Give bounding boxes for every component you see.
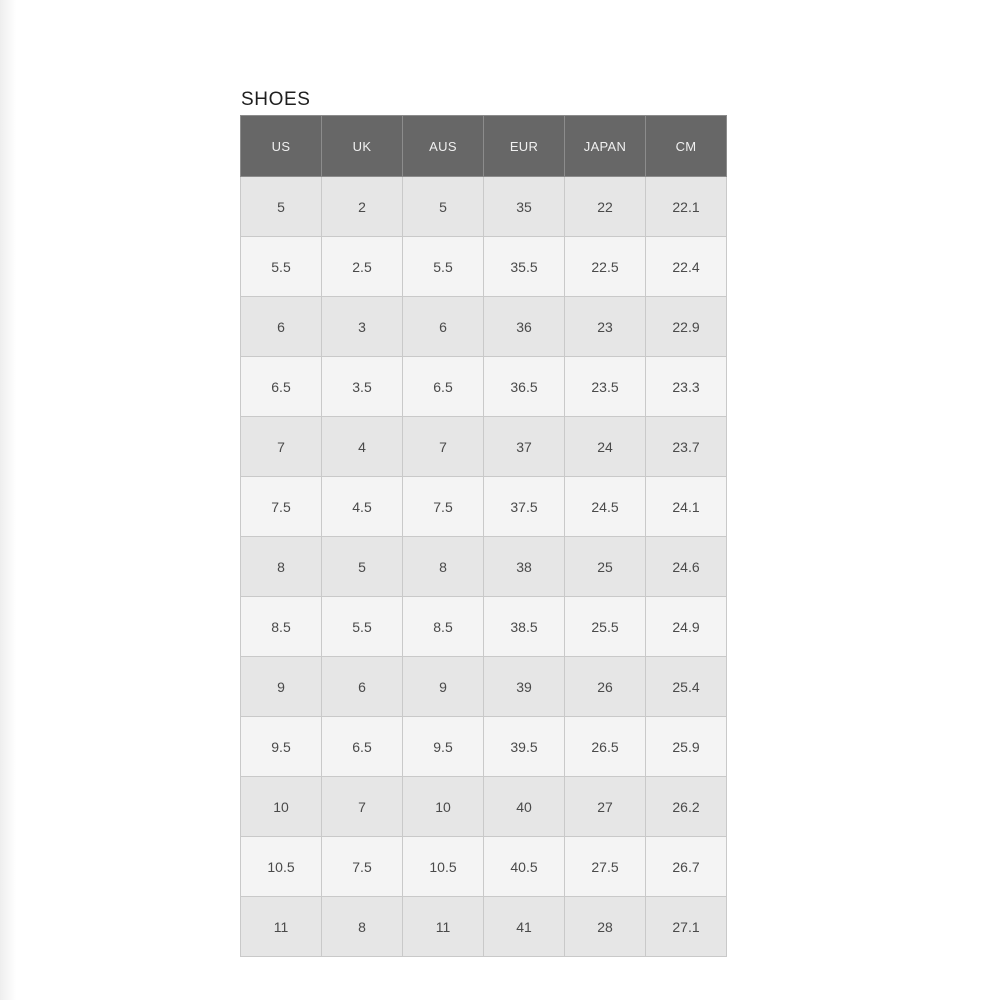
cell-uk: 3.5 xyxy=(322,357,403,417)
cell-cm: 25.9 xyxy=(646,717,727,777)
cell-us: 5.5 xyxy=(241,237,322,297)
cell-uk: 7 xyxy=(322,777,403,837)
cell-us: 7.5 xyxy=(241,477,322,537)
cell-aus: 6.5 xyxy=(403,357,484,417)
cell-us: 5 xyxy=(241,177,322,237)
cell-japan: 22 xyxy=(565,177,646,237)
cell-eur: 40.5 xyxy=(484,837,565,897)
cell-aus: 10.5 xyxy=(403,837,484,897)
cell-aus: 9 xyxy=(403,657,484,717)
cell-cm: 26.7 xyxy=(646,837,727,897)
cell-uk: 5.5 xyxy=(322,597,403,657)
column-header-aus: AUS xyxy=(403,116,484,177)
cell-aus: 5 xyxy=(403,177,484,237)
cell-japan: 27 xyxy=(565,777,646,837)
cell-uk: 5 xyxy=(322,537,403,597)
cell-cm: 22.1 xyxy=(646,177,727,237)
cell-japan: 24.5 xyxy=(565,477,646,537)
cell-us: 9.5 xyxy=(241,717,322,777)
cell-us: 11 xyxy=(241,897,322,957)
table-row xyxy=(241,477,727,537)
table-header xyxy=(241,116,727,177)
cell-cm: 25.4 xyxy=(646,657,727,717)
cell-japan: 24 xyxy=(565,417,646,477)
cell-us: 8 xyxy=(241,537,322,597)
cell-us: 8.5 xyxy=(241,597,322,657)
cell-aus: 9.5 xyxy=(403,717,484,777)
cell-aus: 11 xyxy=(403,897,484,957)
cell-cm: 22.9 xyxy=(646,297,727,357)
table-row xyxy=(241,777,727,837)
table-row xyxy=(241,597,727,657)
cell-aus: 10 xyxy=(403,777,484,837)
table-body xyxy=(241,177,727,957)
table-row xyxy=(241,357,727,417)
cell-uk: 8 xyxy=(322,897,403,957)
cell-japan: 23 xyxy=(565,297,646,357)
cell-eur: 36.5 xyxy=(484,357,565,417)
cell-us: 10 xyxy=(241,777,322,837)
cell-us: 6.5 xyxy=(241,357,322,417)
cell-eur: 38 xyxy=(484,537,565,597)
table-row xyxy=(241,177,727,237)
cell-uk: 3 xyxy=(322,297,403,357)
cell-eur: 41 xyxy=(484,897,565,957)
cell-uk: 6.5 xyxy=(322,717,403,777)
table-row xyxy=(241,657,727,717)
cell-eur: 37 xyxy=(484,417,565,477)
cell-cm: 23.3 xyxy=(646,357,727,417)
cell-us: 7 xyxy=(241,417,322,477)
cell-us: 10.5 xyxy=(241,837,322,897)
page-edge-shadow xyxy=(0,0,16,1000)
cell-uk: 7.5 xyxy=(322,837,403,897)
cell-eur: 40 xyxy=(484,777,565,837)
table-row xyxy=(241,717,727,777)
cell-uk: 4.5 xyxy=(322,477,403,537)
cell-japan: 28 xyxy=(565,897,646,957)
cell-eur: 39 xyxy=(484,657,565,717)
cell-eur: 39.5 xyxy=(484,717,565,777)
column-header-uk: UK xyxy=(322,116,403,177)
cell-japan: 25.5 xyxy=(565,597,646,657)
cell-cm: 24.1 xyxy=(646,477,727,537)
column-header-cm: CM xyxy=(646,116,727,177)
cell-us: 6 xyxy=(241,297,322,357)
column-header-japan: JAPAN xyxy=(565,116,646,177)
cell-aus: 5.5 xyxy=(403,237,484,297)
column-header-eur: EUR xyxy=(484,116,565,177)
cell-japan: 26.5 xyxy=(565,717,646,777)
table-row xyxy=(241,417,727,477)
cell-japan: 23.5 xyxy=(565,357,646,417)
table-row xyxy=(241,897,727,957)
cell-cm: 24.9 xyxy=(646,597,727,657)
cell-cm: 22.4 xyxy=(646,237,727,297)
cell-japan: 22.5 xyxy=(565,237,646,297)
shoe-size-table xyxy=(240,115,727,957)
size-chart-title: SHOES xyxy=(241,89,311,110)
cell-eur: 36 xyxy=(484,297,565,357)
header-row xyxy=(241,116,727,177)
cell-japan: 27.5 xyxy=(565,837,646,897)
cell-aus: 8 xyxy=(403,537,484,597)
cell-aus: 6 xyxy=(403,297,484,357)
cell-eur: 37.5 xyxy=(484,477,565,537)
cell-cm: 24.6 xyxy=(646,537,727,597)
table-row xyxy=(241,837,727,897)
cell-cm: 23.7 xyxy=(646,417,727,477)
cell-uk: 2 xyxy=(322,177,403,237)
cell-aus: 7.5 xyxy=(403,477,484,537)
cell-japan: 26 xyxy=(565,657,646,717)
column-header-us: US xyxy=(241,116,322,177)
cell-eur: 35.5 xyxy=(484,237,565,297)
table-row xyxy=(241,297,727,357)
table-row xyxy=(241,237,727,297)
cell-aus: 8.5 xyxy=(403,597,484,657)
table-row xyxy=(241,537,727,597)
cell-aus: 7 xyxy=(403,417,484,477)
cell-cm: 27.1 xyxy=(646,897,727,957)
cell-uk: 2.5 xyxy=(322,237,403,297)
cell-eur: 35 xyxy=(484,177,565,237)
cell-japan: 25 xyxy=(565,537,646,597)
cell-us: 9 xyxy=(241,657,322,717)
cell-uk: 4 xyxy=(322,417,403,477)
cell-cm: 26.2 xyxy=(646,777,727,837)
cell-eur: 38.5 xyxy=(484,597,565,657)
cell-uk: 6 xyxy=(322,657,403,717)
